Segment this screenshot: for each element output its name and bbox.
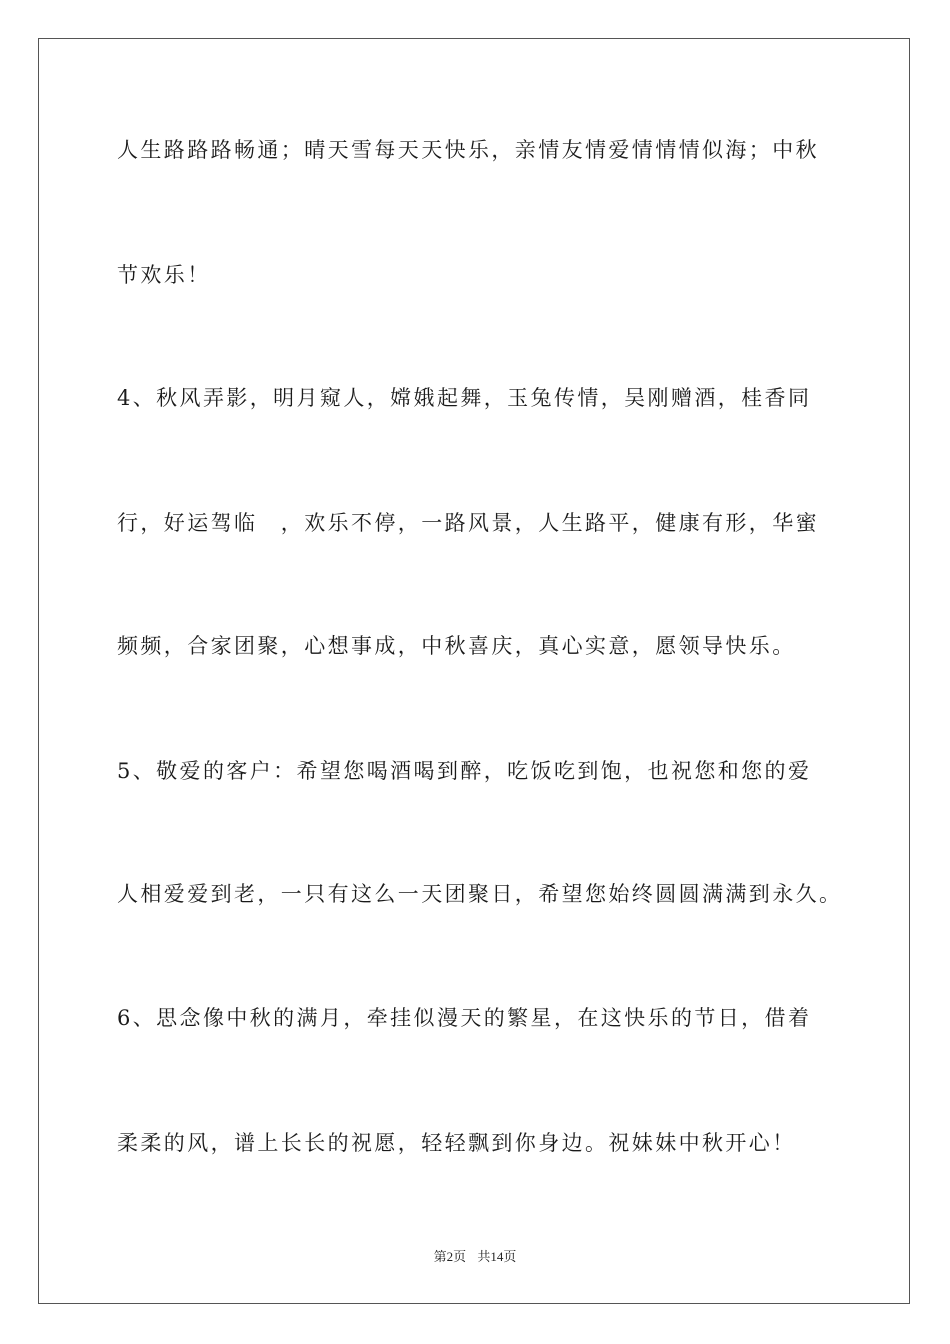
text-line: 行，好运驾临 ，欢乐不停，一路风景，人生路平，健康有形，华蜜 [117, 511, 819, 535]
text-line: 频频，合家团聚，心想事成，中秋喜庆，真心实意，愿领导快乐。 [117, 634, 796, 658]
text-line: 人相爱爱到老，一只有这么一天团聚日，希望您始终圆圆满满到永久。 [117, 882, 843, 906]
page-number: 第2页 [433, 1249, 467, 1264]
page-footer [0, 1246, 950, 1265]
text-line: 6、思念像中秋的满月，牵挂似漫天的繁星，在这快乐的节日，借着 [117, 1006, 812, 1030]
page-border [38, 38, 910, 1304]
text-line: 节欢乐！ [117, 263, 211, 287]
page-total: 共14页 [477, 1249, 517, 1264]
text-line: 5、敬爱的客户：希望您喝酒喝到醉，吃饭吃到饱，也祝您和您的爱 [117, 759, 812, 783]
text-line: 人生路路路畅通；晴天雪每天天快乐，亲情友情爱情情情似海；中秋 [117, 138, 819, 162]
text-line: 柔柔的风，谱上长长的祝愿，轻轻飘到你身边。祝妹妹中秋开心！ [117, 1131, 796, 1155]
text-line: 4、秋风弄影，明月窥人，嫦娥起舞，玉兔传情，吴刚赠酒，桂香同 [117, 386, 812, 410]
